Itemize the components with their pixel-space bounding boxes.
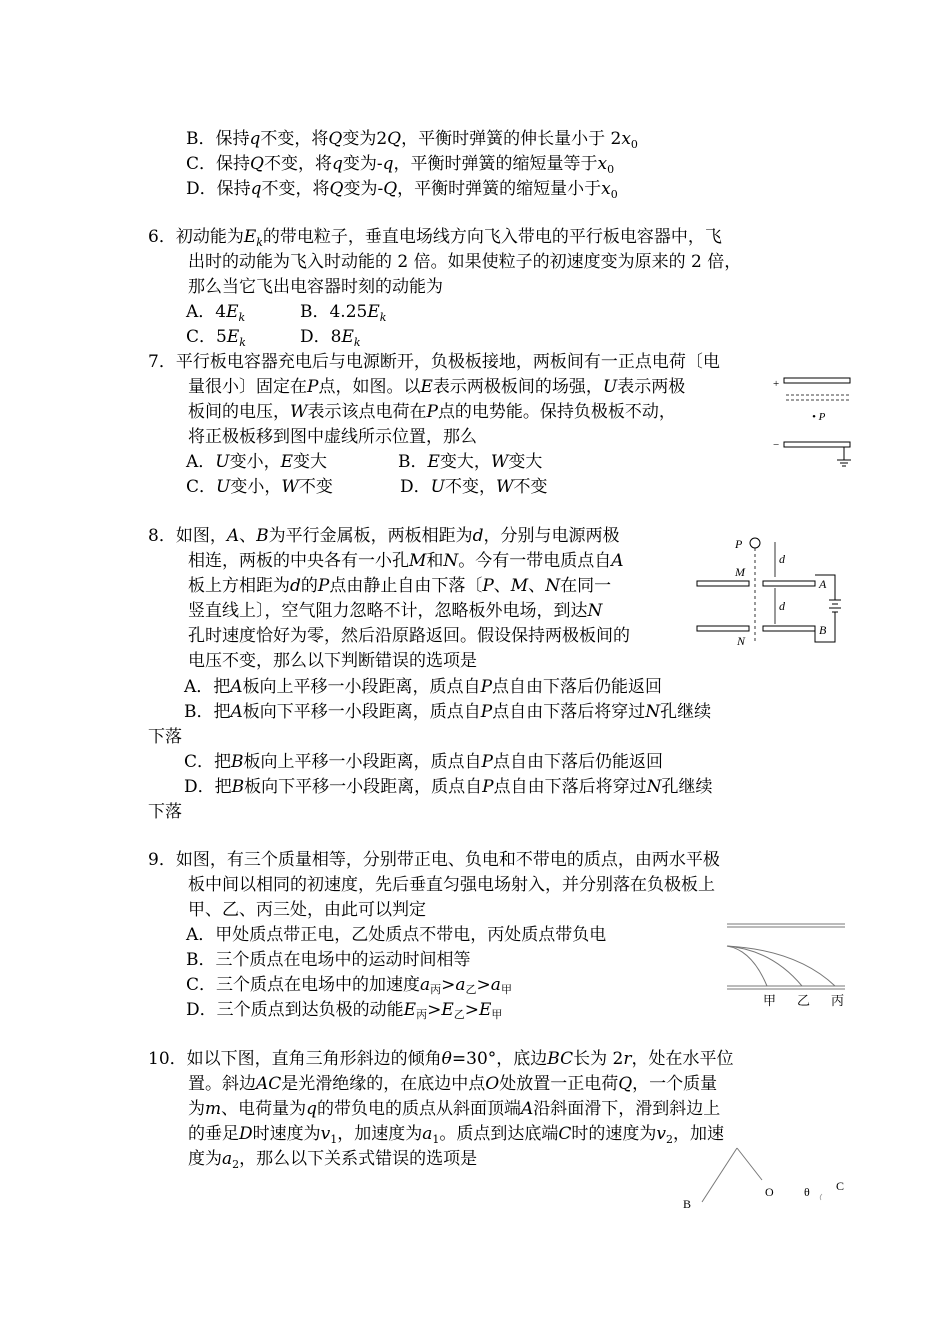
q10-label-o: O <box>765 1185 774 1199</box>
q10-stem-line4: 的垂足D时速度为$v_1$，加速度为$a_1$。质点到达底端C时的速度为$v_2$，加速 <box>188 1124 725 1146</box>
q9-option-c: C．三个质点在电场中的加速度a丙>a乙>a甲 <box>186 975 512 996</box>
q8-stem-line1: 8．如图，A、B为平行金属板，两板相距为d，分别与电源两极 <box>148 526 620 546</box>
q9-trajectory-figure <box>727 920 852 1010</box>
q6-stem-line2: 出时的动能为飞入时动能的 2 倍。如果使粒子的初速度变为原来的 2 倍， <box>188 252 742 272</box>
q6-option-d: D．$8E_k$ <box>300 327 361 349</box>
q7-option-d: D．U不变，W不变 <box>400 477 548 497</box>
q8-stem-line3: 板上方相距为d的P点由静止自由下落〔P、M、N在同一 <box>188 576 612 596</box>
q8-plate-b-right <box>763 626 815 631</box>
q7-positive-plate <box>784 378 850 383</box>
q8-fig-label-a: A <box>819 577 827 591</box>
q7-option-a: A．U变小，E变大 <box>186 452 328 472</box>
q8-plate-a-left <box>697 581 749 586</box>
q7-minus-sign: − <box>773 439 780 451</box>
q9-option-d: D．三个质点到达负极的动能E丙>E乙>E甲 <box>186 1000 503 1021</box>
q7-stem-line4: 将正极板移到图中虚线所示位置，那么 <box>188 427 477 447</box>
q8-stem-line4: 竖直线上〕，空气阻力忽略不计，忽略板外电场，到达N <box>188 601 603 621</box>
q9-trajectory-jia <box>727 946 767 986</box>
q7-stem-line2: 量很小〕固定在P点，如图。以E表示两极板间的场强，U表示两极 <box>188 377 686 397</box>
q9-option-b: B．三个质点在电场中的运动时间相等 <box>186 950 471 970</box>
q10-label-c: C <box>836 1179 845 1193</box>
q7-negative-plate <box>784 442 850 447</box>
q6-stem-line3: 那么当它飞出电容器时刻的动能为 <box>188 277 443 297</box>
q10-stem-line2: 置。斜边AC是光滑绝缘的，在底边中点O处放置一正电荷Q，一个质量 <box>188 1074 718 1094</box>
q9-option-a: A．甲处质点带正电，乙处质点不带电，丙处质点带负电 <box>186 925 607 945</box>
q8-option-d-cont: 下落 <box>148 802 182 822</box>
q10-stem-line1: 10．如以下图，直角三角形斜边的倾角θ=30°，底边BC长为 2r，处在水平位 <box>148 1049 734 1069</box>
q7-point-p-label: • P <box>812 411 826 423</box>
q8-fig-label-d2: d <box>779 599 785 613</box>
q8-stem-line6: 电压不变，那么以下判断错误的选项是 <box>188 651 477 671</box>
q8-plate-a-right <box>763 581 815 586</box>
q6-option-b: B．$4.25E_k$ <box>300 302 387 324</box>
q7-plus-sign: + <box>773 378 780 390</box>
q8-plate-b-left <box>697 626 749 631</box>
q7-stem-line3: 板间的电压，W表示该点电荷在P点的电势能。保持负极板不动， <box>188 402 676 422</box>
q8-stem-line2: 相连，两板的中央各有一小孔M和N。今有一带电质点自A <box>188 551 624 571</box>
q8-particle <box>750 538 760 548</box>
q8-fig-label-n: N <box>737 634 746 648</box>
q7-capacitor-figure <box>770 372 860 472</box>
q8-fig-label-b: B <box>819 623 827 637</box>
q10-label-theta: θ <box>804 1185 810 1199</box>
q10-side-ab <box>702 1148 737 1202</box>
q9-stem-line2: 板中间以相同的初速度，先后垂直匀强电场射入，并分别落在负极板上 <box>188 875 715 895</box>
q8-option-a: A．把A板向上平移一小段距离，质点自P点自由下落后仍能返回 <box>184 677 663 697</box>
q5-option-c: C．保持Q不变，将q变为-q，平衡时弹簧的缩短量等于$x_0$ <box>186 154 615 176</box>
q10-label-b: B <box>683 1197 692 1211</box>
q7-stem-line1: 7．平行板电容器充电后与电源断开，负极板接地，两板间有一正点电荷〔电 <box>148 352 720 372</box>
q8-fig-label-d1: d <box>779 552 785 566</box>
q9-label-yi: 乙 <box>797 993 811 1008</box>
q8-fig-label-p: P <box>735 537 743 551</box>
q6-option-c: C．$5E_k$ <box>186 327 246 349</box>
q10-side-ac <box>737 1148 762 1180</box>
q8-option-b: B．把A板向下平移一小段距离，质点自P点自由下落后将穿过N孔继续 <box>184 702 712 722</box>
q10-angle-arc <box>820 1194 822 1200</box>
q9-stem-line3: 甲、乙、丙三处，由此可以判定 <box>188 900 426 920</box>
q10-stem-line5: 度为$a_2$，那么以下关系式错误的选项是 <box>188 1149 478 1171</box>
q8-stem-line5: 孔时速度恰好为零，然后沿原路返回。假设保持两极板间的 <box>188 626 630 646</box>
q9-label-bing: 丙 <box>831 993 845 1008</box>
q7-option-c: C．U变小，W不变 <box>186 477 333 497</box>
q5-option-d: D．保持q不变，将Q变为-Q，平衡时弹簧的缩短量小于$x_0$ <box>186 179 618 201</box>
q6-option-a: A．$4E_k$ <box>186 302 246 324</box>
q8-plates-figure <box>695 530 860 650</box>
q6-stem-line1: 6．初动能为$E_k$的带电粒子，垂直电场线方向飞入带电的平行板电容器中，飞 <box>148 227 722 249</box>
q10-triangle-figure <box>680 1142 850 1232</box>
q8-fig-label-m: M <box>735 565 745 579</box>
q9-stem-line1: 9．如图，有三个质量相等，分别带正电、负电和不带电的质点，由两水平极 <box>148 850 720 870</box>
q9-label-jia: 甲 <box>763 993 777 1008</box>
q5-option-b: B．保持q不变，将Q变为2Q，平衡时弹簧的伸长量小于 $2x_0$ <box>186 129 638 151</box>
q7-option-b: B．E变大，W变大 <box>398 452 543 472</box>
q10-stem-line3: 为m、电荷量为q的带负电的质点从斜面顶端A沿斜面滑下，滑到斜边上 <box>188 1099 721 1119</box>
q8-option-c: C．把B板向上平移一小段距离，质点自P点自由下落后仍能返回 <box>184 752 663 772</box>
q8-option-b-cont: 下落 <box>148 727 182 747</box>
q8-option-d: D．把B板向下平移一小段距离，质点自P点自由下落后将穿过N孔继续 <box>184 777 713 797</box>
